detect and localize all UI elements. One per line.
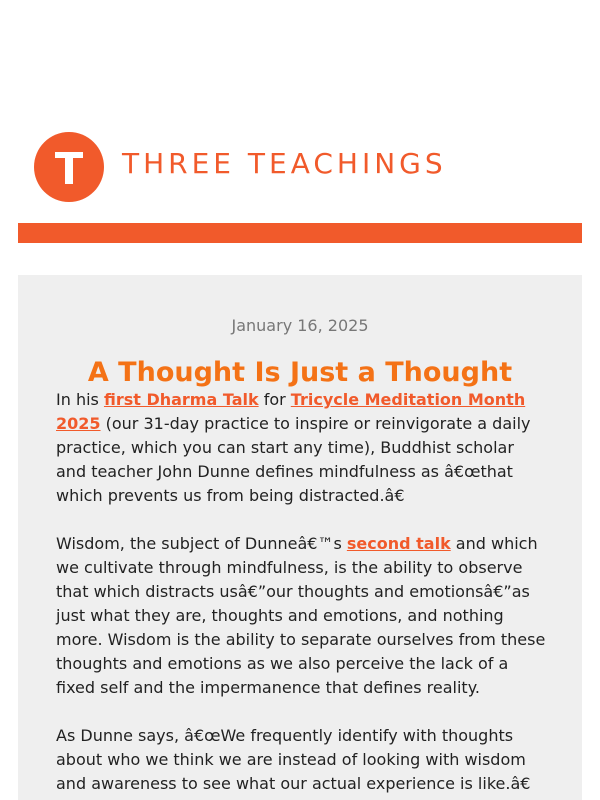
p1-text-3: (our 31-day practice to inspire or reinvigorate a daily practice, which you can start any time), Buddhist scholar and teacher John Dunne defines mindfulness as â€œthat which prevents us from being distracted.â€ (56, 414, 531, 505)
p1-text-1: In his (56, 390, 104, 409)
p1-text-2: for (258, 390, 291, 409)
logo-icon[interactable] (34, 132, 104, 202)
first-dharma-talk-link[interactable]: first Dharma Talk (103, 390, 259, 409)
p3-text-1: As Dunne says, â€œWe frequently identify with thoughts about who we think we are instead of looking with wisdom and awareness to see what our actual experience is like.â€ (56, 726, 541, 793)
article-body (56, 388, 548, 800)
paragraph-2 (56, 532, 548, 700)
logo-t-glyph (34, 132, 104, 202)
p2-text-2: and which we cultivate through mindfulness, is the ability to observe that which distracts usâ€”our thoughts and emotionsâ€”as just what they are, thoughts and emotions, and nothing more. Wisdom is the ability to separate ourselves from these thoughts and emotions as we also perceive the lack of a fixed self and the impermanence that defines reality. (56, 534, 546, 697)
header-divider-bar (18, 223, 582, 243)
article-card (18, 275, 582, 800)
p2-text-1: Wisdom, the subject of Dunneâ€™s (56, 534, 347, 553)
tricycle-meditation-month-link[interactable]: Tricycle Meditation Month 2025 (56, 390, 526, 433)
second-talk-link[interactable]: second talk (346, 534, 451, 553)
paragraph-1 (56, 388, 548, 508)
article-title: A Thought Is Just a Thought (87, 357, 513, 388)
paragraph-3 (56, 724, 548, 796)
brand-name[interactable]: THREE TEACHINGS (122, 147, 447, 180)
article-date: January 16, 2025 (231, 316, 369, 335)
email-header (0, 0, 600, 220)
